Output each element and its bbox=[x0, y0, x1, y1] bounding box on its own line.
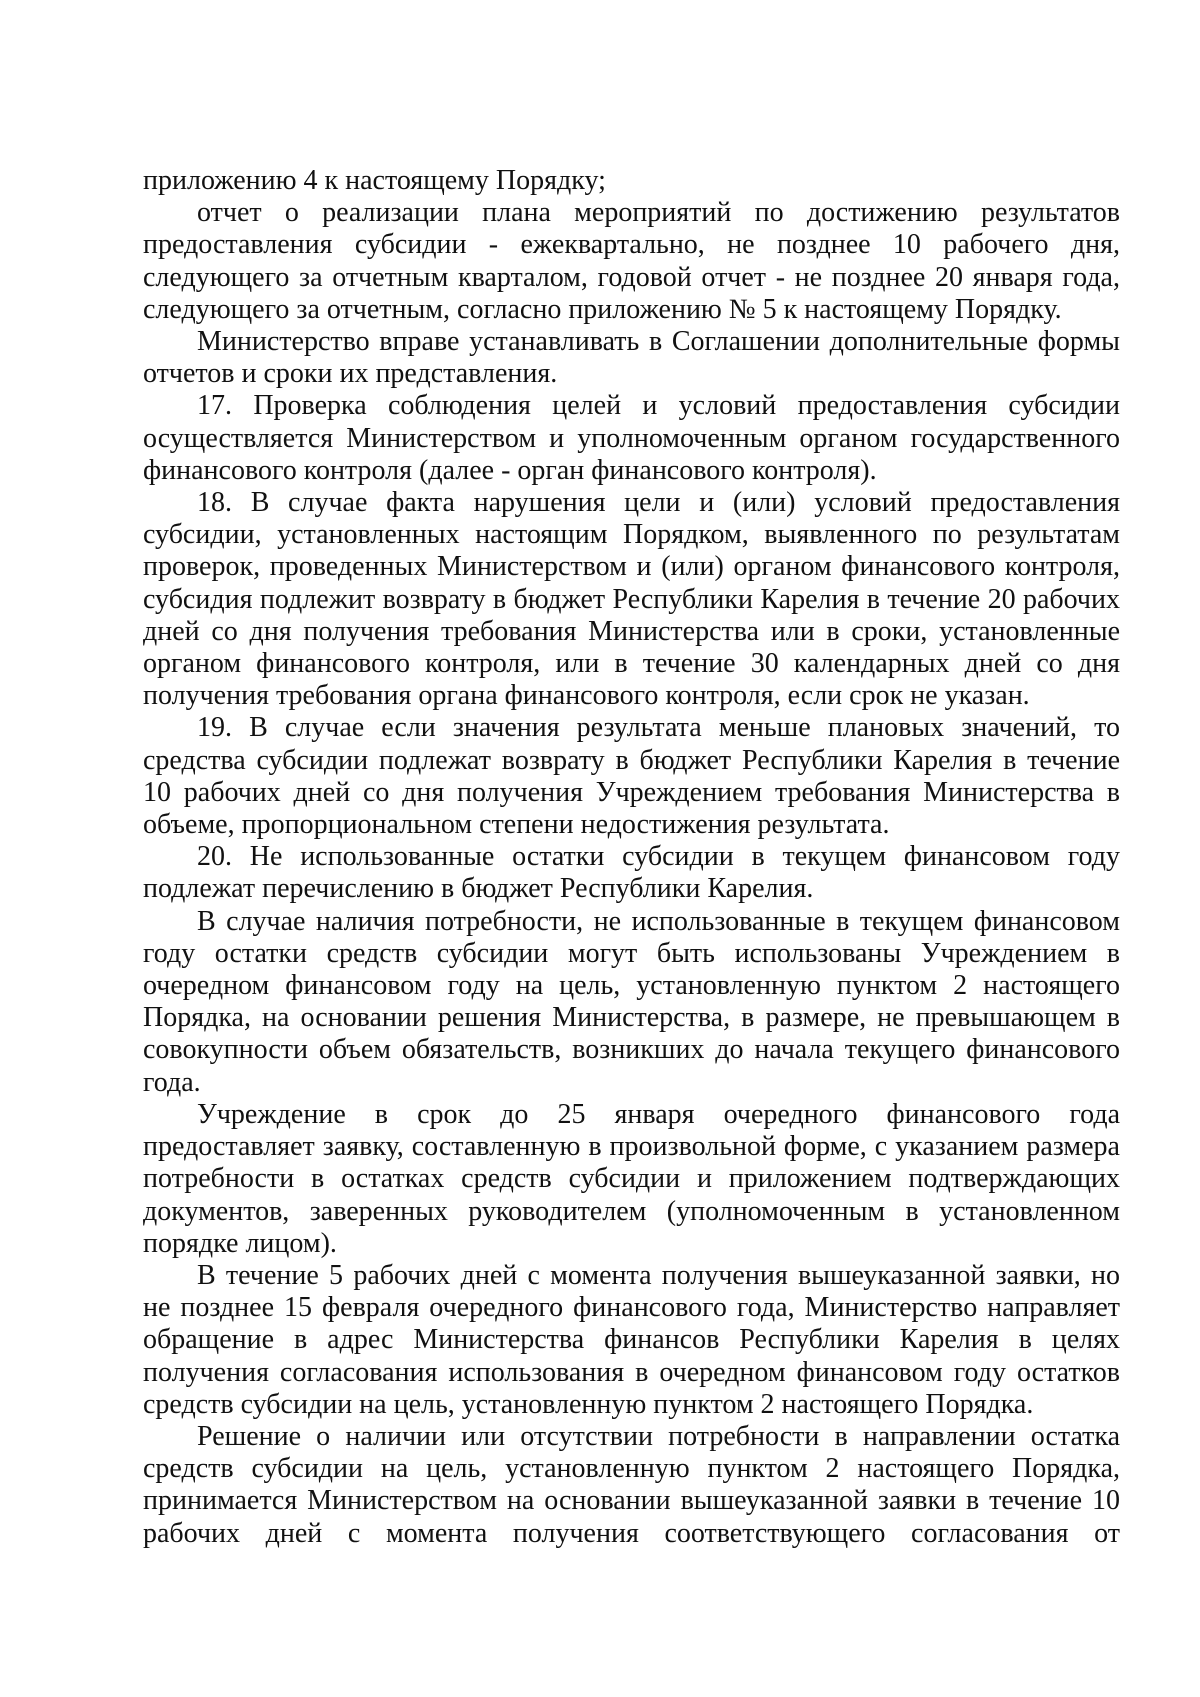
paragraph-continuation: приложению 4 к настоящему Порядку; bbox=[143, 165, 606, 196]
paragraph-application: Учреждение в срок до 25 января очередного финансового года предоставляет заявку, составленную в произвольной форме, с указанием размера потребности в остатках средств субсидии и приложением подтверждающих документов, заверенных руководителем (уполномоченным в установленном порядке лицом). bbox=[143, 1098, 1120, 1259]
paragraph-19: 19. В случае если значения результата меньше плановых значений, то средства субсидии подлежат возврату в бюджет Республики Карелия в течение 10 рабочих дней со дня получения Учреждением требования Министерства в объеме, пропорциональном степени недостижения результата. bbox=[143, 712, 1120, 841]
paragraph-20: 20. Не использованные остатки субсидии в текущем финансовом году подлежат перечислению в бюджет Республики Карелия. bbox=[143, 841, 1120, 905]
paragraph-approval-request: В течение 5 рабочих дней с момента получения вышеуказанной заявки, но не позднее 15 февраля очередного финансового года, Министерство направляет обращение в адрес Министерства финансов Республики Карелия в целях получения согласования использования в очередном финансовом году остатков средств субсидии на цель, установленную пунктом 2 настоящего Порядка. bbox=[143, 1259, 1120, 1420]
paragraph-17: 17. Проверка соблюдения целей и условий предоставления субсидии осуществляется Министерством и уполномоченным органом государственного финансового контроля (далее - орган финансового контроля). bbox=[143, 390, 1120, 486]
paragraph-decision: Решение о наличии или отсутствии потребности в направлении остатка средств субсидии на цель, установленную пунктом 2 настоящего Порядка, принимается Министерством на основании вышеуказанной заявки в течение 10 рабочих дней с момента получения соответствующего согласования от bbox=[143, 1420, 1120, 1549]
document-page bbox=[143, 165, 1120, 1550]
paragraph-ministry-forms: Министерство вправе устанавливать в Соглашении дополнительные формы отчетов и сроки их представления. bbox=[143, 326, 1120, 390]
paragraph-remaining-need: В случае наличия потребности, не использованные в текущем финансовом году остатки средств субсидии могут быть использованы Учреждением в очередном финансовом году на цель, установленную пунктом 2 настоящего Порядка, на основании решения Министерства, в размере, не превышающем в совокупности объем обязательств, возникших до начала текущего финансового года. bbox=[143, 905, 1120, 1098]
paragraph-18: 18. В случае факта нарушения цели и (или) условий предоставления субсидии, установленных настоящим Порядком, выявленного по результатам проверок, проведенных Министерством и (или) органом финансового контроля, субсидия подлежит возврату в бюджет Республики Карелия в течение 20 рабочих дней со дня получения требования Министерства или в сроки, установленные органом финансового контроля, или в течение 30 календарных дней со дня получения требования органа финансового контроля, если срок не указан. bbox=[143, 487, 1120, 712]
paragraph-report-plan: отчет о реализации плана мероприятий по достижению результатов предоставления субсидии - ежеквартально, не позднее 10 рабочего дня, следующего за отчетным кварталом, годовой отчет - не позднее 20 января года, следующего за отчетным, согласно приложению № 5 к настоящему Порядку. bbox=[143, 197, 1120, 325]
